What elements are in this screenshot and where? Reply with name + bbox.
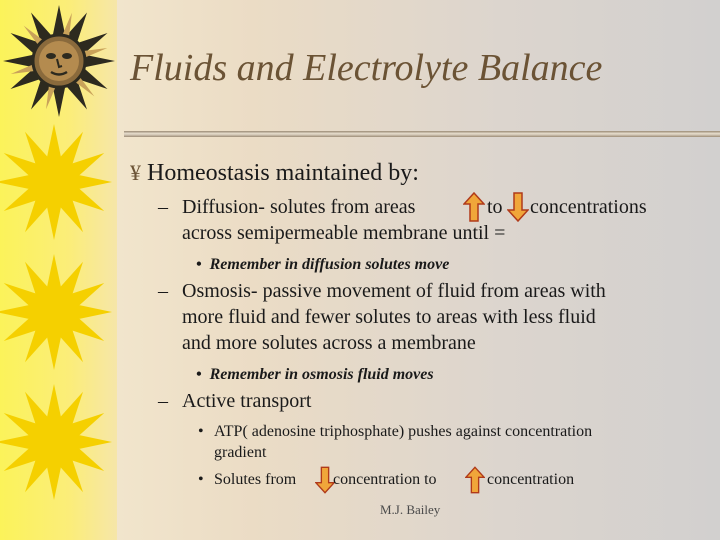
- osmosis-note: • Remember in osmosis fluid moves: [196, 366, 434, 383]
- active-heading: Active transport: [182, 390, 312, 412]
- sun-mask-icon: [0, 2, 118, 120]
- sun-icon: [0, 123, 118, 241]
- diffusion-note: • Remember in diffusion solutes move: [196, 256, 450, 273]
- osmosis-line3: and more solutes across a membrane: [182, 332, 476, 354]
- footer-author: M.J. Bailey: [380, 502, 441, 517]
- heading-text: Homeostasis maintained by:: [147, 160, 419, 186]
- slide-title: Fluids and Electrolyte Balance: [130, 47, 603, 89]
- bullet-homeostasis: [130, 160, 419, 187]
- osmosis-dash: –: [158, 280, 168, 302]
- solutes-text-b: concentration to: [333, 471, 437, 488]
- sun-icon: [0, 383, 118, 501]
- active-dash: –: [158, 390, 168, 412]
- solutes-bullet: •: [198, 471, 204, 488]
- solutes-text-c: concentration: [487, 471, 575, 488]
- diffusion-text-a: Diffusion- solutes from areas: [182, 196, 416, 218]
- osmosis-line1: Osmosis- passive movement of fluid from areas with: [182, 280, 606, 302]
- solutes-text-a: Solutes from: [214, 471, 297, 488]
- osmosis-line2: more fluid and fewer solutes to areas with less fluid: [182, 306, 596, 328]
- sun-icon: [0, 253, 118, 371]
- arrow-up-icon: [463, 192, 485, 222]
- diffusion-text-c: concentrations: [530, 196, 647, 218]
- bullet-star-icon: ¥: [130, 160, 141, 185]
- atp-line1: ATP( adenosine triphosphate) pushes against concentration: [214, 423, 593, 440]
- diffusion-line2: across semipermeable membrane until =: [182, 222, 506, 244]
- arrow-down-icon: [315, 466, 335, 494]
- arrow-up-icon: [465, 466, 485, 494]
- arrow-down-icon: [507, 192, 529, 222]
- diffusion-text-b: to: [487, 196, 503, 218]
- atp-line2: gradient: [214, 444, 267, 461]
- atp-bullet: •: [198, 423, 204, 440]
- diffusion-dash: –: [158, 196, 168, 218]
- title-divider: [124, 131, 720, 137]
